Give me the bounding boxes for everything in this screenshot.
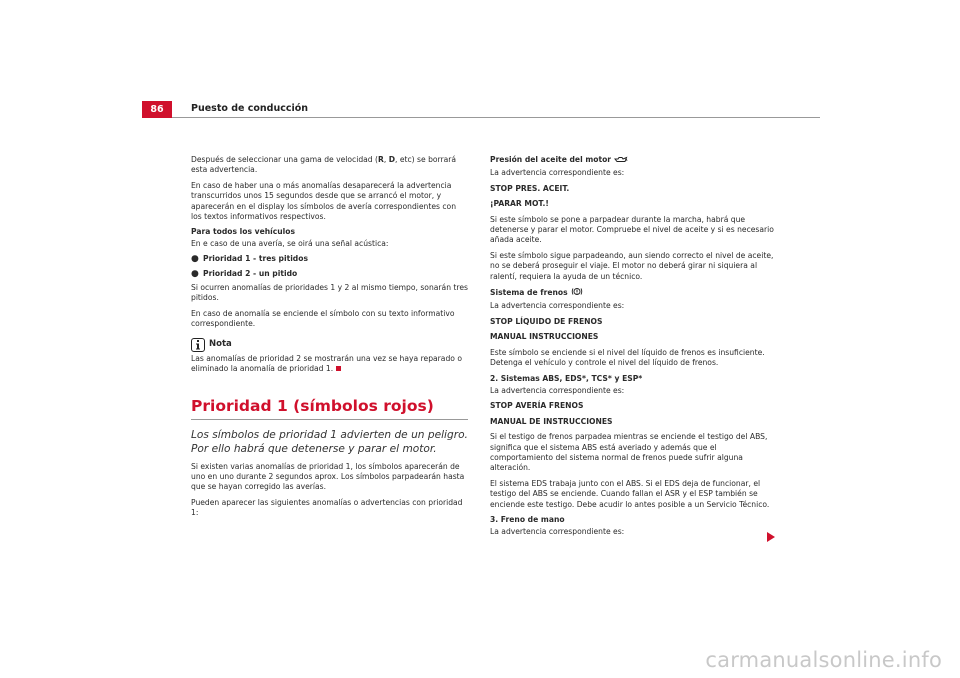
- warning-message: ¡PARAR MOT.!: [490, 199, 549, 209]
- subheading-all-vehicles: Para todos los vehículos: [191, 227, 296, 237]
- paragraph: La advertencia correspondiente es:: [490, 168, 625, 178]
- section-end-icon: [336, 366, 341, 371]
- subheading-abs: 2. Sistemas ABS, EDS*, TCS* y ESP*: [490, 373, 643, 383]
- page-number-badge: 86: [142, 101, 172, 118]
- section-intro: Los símbolos de prioridad 1 advierten de un peligro. Por ello habrá que detenerse y parar el motor.: [191, 428, 468, 455]
- paragraph: La advertencia correspondiente es:: [490, 385, 625, 395]
- warning-message: STOP LÍQUIDO DE FRENOS: [490, 316, 603, 326]
- paragraph: La advertencia correspondiente es:: [490, 527, 625, 537]
- note-info-icon: [191, 338, 205, 352]
- paragraph: El sistema EDS trabaja junto con el ABS. Si el EDS deja de funcionar, el testigo del ABS se enciende. Cuando fallan el ASR y el ESP también se enciende este testigo. Debe acudir lo antes posible a un Servicio Técnico.: [490, 478, 770, 509]
- watermark: carmanualsonline.info: [705, 648, 942, 672]
- paragraph: Si el testigo de frenos parpadea mientras se enciende el testigo del ABS, significa que el sistema ABS está averiado y además que el comportamiento del sistema normal de frenos puede sufrir alguna alteración.: [490, 432, 768, 473]
- note-label: Nota: [209, 339, 232, 350]
- section-title: Prioridad 1 (símbolos rojos): [191, 396, 434, 415]
- paragraph: Pueden aparecer las siguientes anomalías o advertencias con prioridad 1:: [191, 497, 463, 518]
- paragraph: Si ocurren anomalías de prioridades 1 y 2 al mismo tiempo, sonarán tres pitidos.: [191, 283, 468, 303]
- paragraph: Después de seleccionar una gama de velocidad (R, D, etc) se borrará esta advertencia.: [191, 155, 457, 175]
- paragraph: En e caso de una avería, se oirá una señal acústica:: [191, 238, 389, 248]
- paragraph: Si existen varias anomalías de prioridad 1, los símbolos aparecerán de uno en uno durante 2 segundos aprox. Los símbolos parpadearán hasta que se hayan corregido las averías.: [191, 461, 465, 492]
- paragraph: La advertencia correspondiente es:: [490, 301, 625, 311]
- paragraph: En caso de haber una o más anomalías desaparecerá la advertencia transcurridos unos 15 segundos desde que se arrancó el motor, y aparecerán en el display los símbolos de avería correspondientes con los textos informativos respectivos.: [191, 180, 457, 222]
- warning-message: MANUAL DE INSTRUCCIONES: [490, 416, 613, 426]
- warning-message: STOP AVERÍA FRENOS: [490, 401, 584, 411]
- chapter-title: Puesto de conducción: [191, 103, 309, 114]
- continue-arrow-icon: [767, 532, 775, 542]
- note-header: [191, 338, 468, 352]
- subheading-oil-pressure: Presión del aceite del motor: [490, 155, 775, 166]
- paragraph: Este símbolo se enciende si el nivel del líquido de frenos es insuficiente. Detenga el vehículo y controle el nivel del líquido de frenos.: [490, 347, 765, 368]
- right-column: [490, 155, 775, 543]
- left-column: [191, 155, 468, 524]
- paragraph: Si este símbolo se pone a parpadear durante la marcha, habrá que detenerse y parar el motor. Compruebe el nivel de aceite y si es necesario añada aceite.: [490, 214, 774, 245]
- list-item: ● Prioridad 1 - tres pitidos: [191, 254, 308, 265]
- paragraph: Si este símbolo sigue parpadeando, aun siendo correcto el nivel de aceite, no se deberá proseguir el viaje. El motor no deberá girar ni siquiera al ralentí, requiera la ayuda de un técnico.: [490, 250, 774, 281]
- oil-can-icon: [614, 156, 628, 166]
- brake-warning-icon: [571, 287, 583, 299]
- bullet-icon: ●: [191, 268, 199, 279]
- subheading-brake-system: Sistema de frenos: [490, 287, 775, 299]
- warning-message: STOP PRES. ACEIT.: [490, 183, 570, 193]
- section-divider: [191, 419, 468, 420]
- header-divider: [172, 117, 820, 118]
- bullet-icon: ●: [191, 254, 199, 265]
- subheading-handbrake: 3. Freno de mano: [490, 514, 565, 524]
- list-item: ● Prioridad 2 - un pitido: [191, 268, 298, 279]
- note-text: Las anomalías de prioridad 2 se mostrarán una vez se haya reparado o eliminado la anomalía de prioridad 1.: [191, 353, 462, 374]
- paragraph: En caso de anomalía se enciende el símbolo con su texto informativo correspondiente.: [191, 308, 455, 329]
- warning-message: MANUAL INSTRUCCIONES: [490, 332, 599, 342]
